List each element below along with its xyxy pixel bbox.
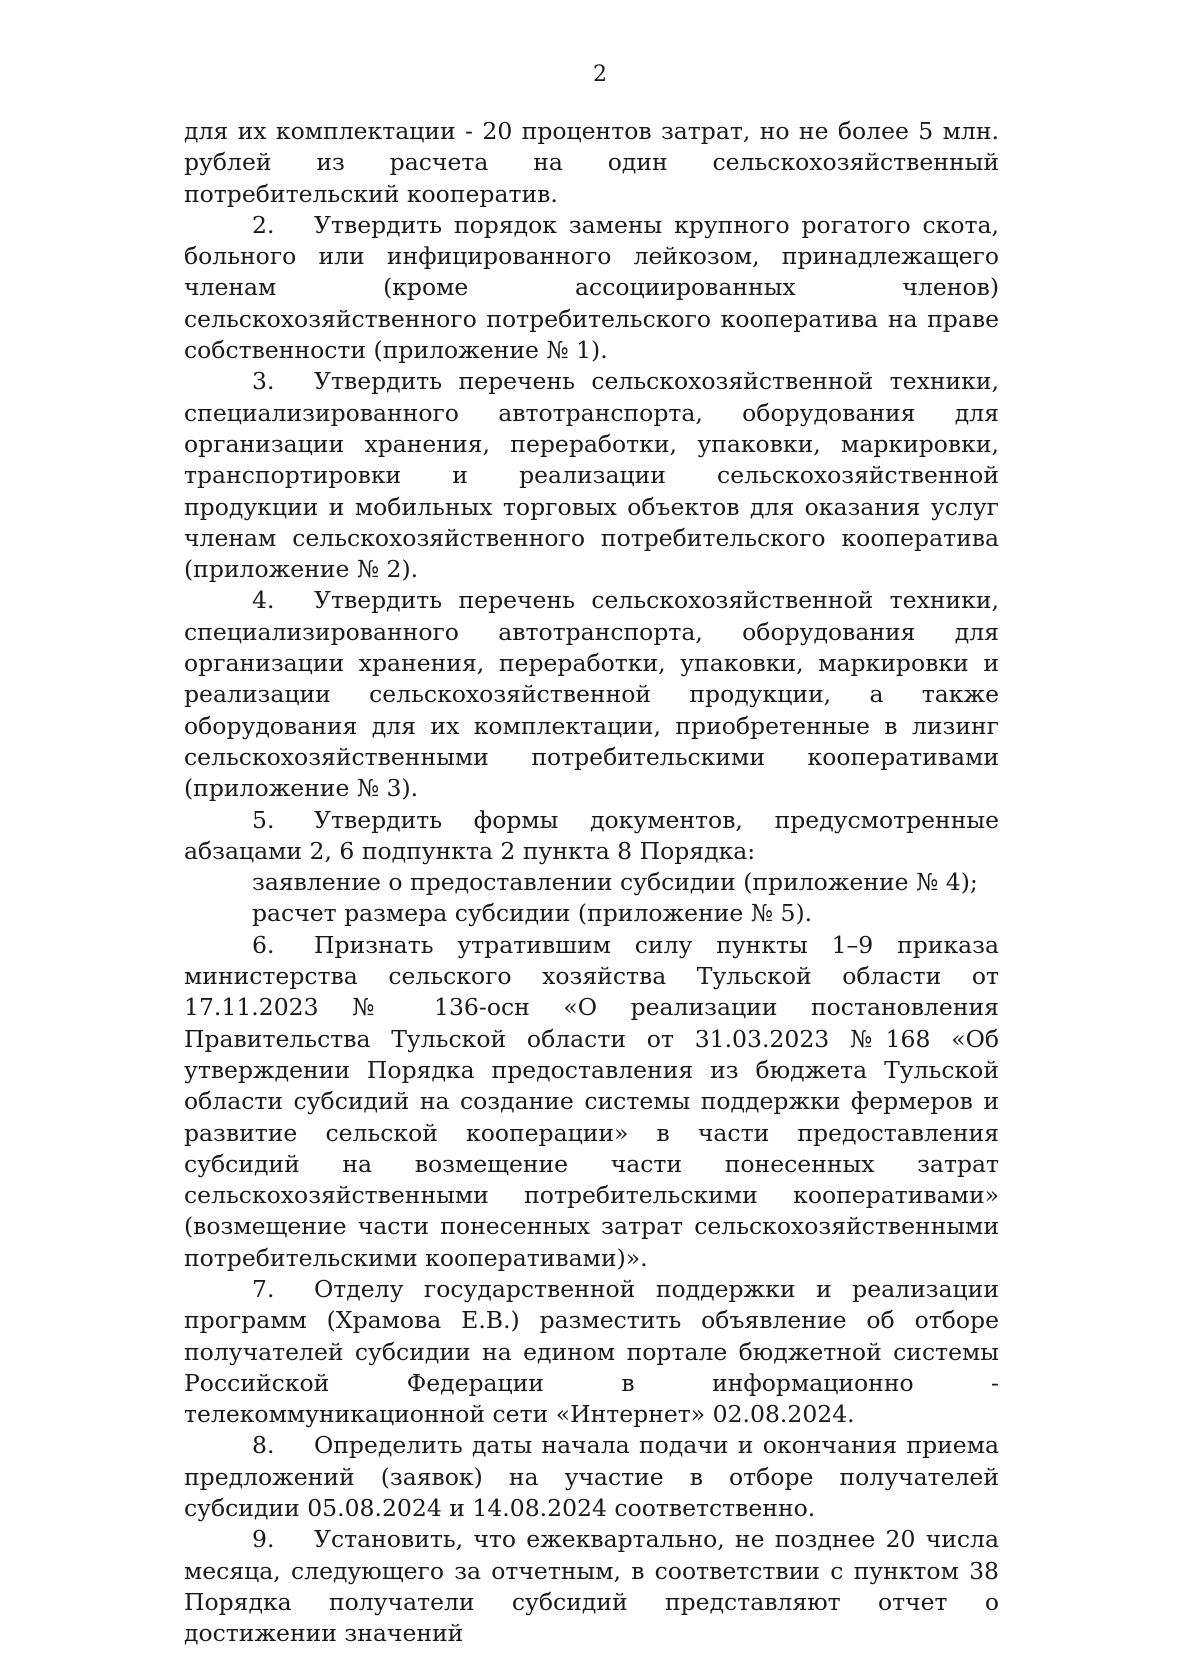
item-number: 6. [252,930,275,959]
item-text: Утвердить перечень сельскохозяйственной техники, специализированного автотранспорта, оборудования для организации хранения, переработки, упаковки, маркировки, транспортировки и реализации сельскохозяйственной продукции и мобильных торговых объектов для оказания услуг членам сельскохозяйственного потребительского кооператива (приложение № 2). [184,367,999,584]
item-text: Установить, что ежеквартально, не позднее 20 числа месяца, следующего за отчетным, в соответствии с пунктом 38 Порядка получатели субсидий представляют отчет о достижении значений [184,1525,999,1648]
item-text: Утвердить порядок замены крупного рогатого скота, больного или инфицированного лейкозом, принадлежащего членам (кроме ассоциированных членов) сельскохозяйственного потребительского кооператива на праве собственности (приложение № 1). [184,210,999,365]
paragraph-item-7 [184,1274,999,1430]
item-number: 5. [252,805,275,834]
paragraph-item-6 [184,930,999,1274]
subitem-subsidy-calculation: расчет размера субсидии (приложение № 5). [252,899,813,928]
item-text: Утвердить перечень сельскохозяйственной техники, специализированного автотранспорта, оборудования для организации хранения, переработки, упаковки, маркировки и реализации сельскохозяйственной продукции, а также оборудования для их комплектации, приобретенные в лизинг сельскохозяйственными потребительскими кооперативами (приложение № 3). [184,586,999,803]
document-body [184,116,999,1650]
item-text: Утвердить формы документов, предусмотренные абзацами 2, 6 подпункта 2 пункта 8 Порядка: [184,805,999,865]
paragraph-continuation: для их комплектации - 20 процентов затрат, но не более 5 млн. рублей из расчета на один сельскохозяйственный потребительский кооператив. [184,117,999,208]
item-number: 4. [252,586,275,615]
subitem-application-form: заявление о предоставлении субсидии (приложение № 4); [252,868,978,897]
item-number: 9. [252,1525,275,1554]
item-text: Признать утратившим силу пункты 1–9 приказа министерства сельского хозяйства Тульской области от 17.11.2023 № 136-осн «О реализации постановления Правительства Тульской области от 31.03.2023 №168 «Об утверждении Порядка предоставления из бюджета Тульской области субсидий на создание системы поддержки фермеров и развитие сельской кооперации» в части предоставления субсидий на возмещение части понесенных затрат сельскохозяйственными потребительскими кооперативами» (возмещение части понесенных затрат сельскохозяйственными потребительскими кооперативами)». [184,930,999,1272]
item-number: 7. [252,1274,275,1303]
paragraph-item-9 [184,1524,999,1649]
paragraph-item-4 [184,585,999,804]
page-number: 2 [593,62,607,87]
item-text: Определить даты начала подачи и окончания приема предложений (заявок) на участие в отборе получателей субсидии 05.08.2024 и 14.08.2024 соответственно. [184,1431,999,1523]
paragraph-item-2 [184,210,999,366]
item-number: 8. [252,1431,275,1460]
paragraph-item-5 [184,805,999,868]
item-number: 3. [252,367,275,396]
item-number: 2. [252,210,275,239]
item-text: Отделу государственной поддержки и реализации программ (Храмова Е.В.) разместить объявление об отборе получателей субсидии на едином портале бюджетной системы Российской Федерации в информационно - телекоммуникационной сети «Интернет» 02.08.2024. [184,1274,999,1429]
paragraph-item-8 [184,1430,999,1524]
paragraph-item-3 [184,366,999,585]
